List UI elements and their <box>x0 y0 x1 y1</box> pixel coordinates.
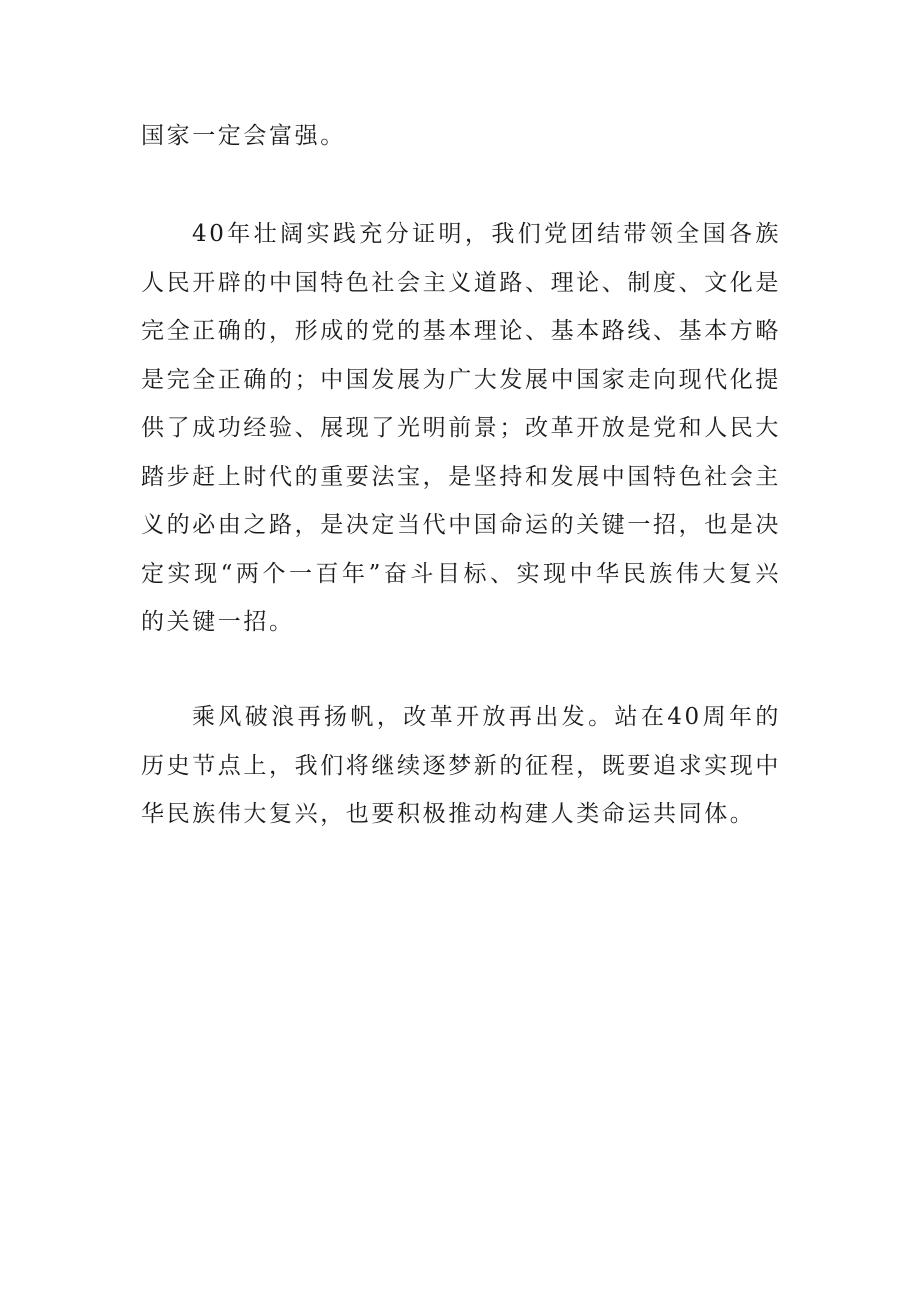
paragraph-3: 乘风破浪再扬帆，改革开放再出发。站在40周年的历史节点上，我们将继续逐梦新的征程，既要追求实现中华民族伟大复兴，也要积极推动构建人类命运共同体。 <box>141 704 781 827</box>
paragraph-block-3 <box>141 693 781 839</box>
paragraph-2: 40年壮阔实践充分证明，我们党团结带领全国各族人民开辟的中国特色社会主义道路、理论、制度、文化是完全正确的，形成的党的基本理论、基本路线、基本方略是完全正确的；中国发展为广大发展中国家走向现代化提供了成功经验、展现了光明前景；改革开放是党和人民大踏步赶上时代的重要法宝，是坚持和发展中国特色社会主义的必由之路，是决定当代中国命运的关键一招，也是决定实现“两个一百年”奋斗目标、实现中华民族伟大复兴的关键一招。 <box>141 221 781 635</box>
paragraph-continuation <box>141 112 781 161</box>
paragraph-block-2 <box>141 210 781 647</box>
paragraph-1: 国家一定会富强。 <box>141 123 346 149</box>
